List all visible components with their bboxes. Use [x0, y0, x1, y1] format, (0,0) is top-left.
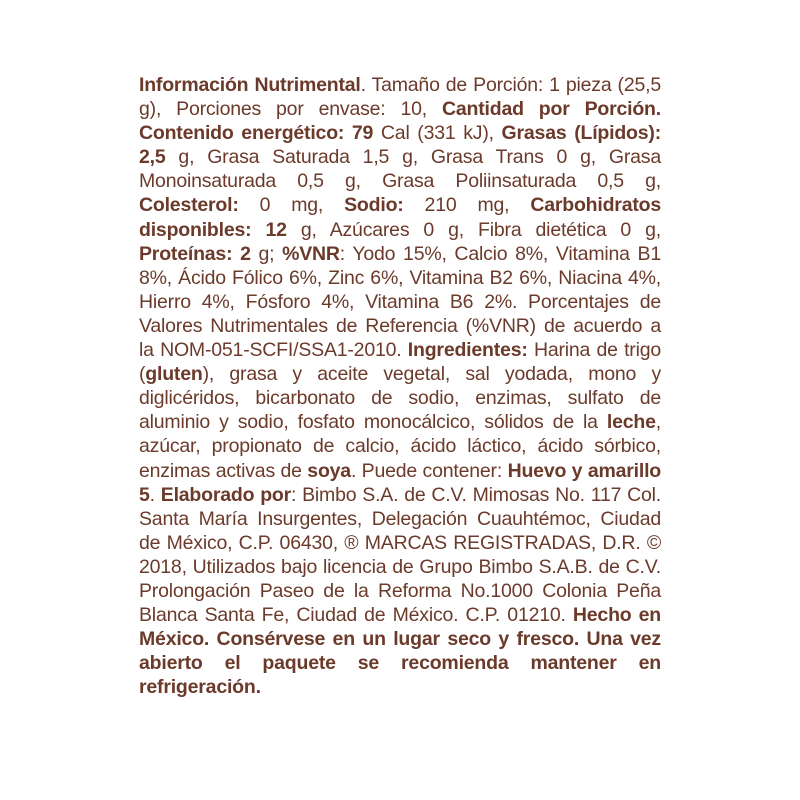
label-bold-segment: gluten — [145, 363, 203, 386]
label-bold-segment: Elaborado por — [160, 483, 292, 506]
label-bold-segment: Proteínas: 2 — [139, 242, 251, 265]
label-text-segment: , azúcar, propionato de calcio, ácido láctico, ácido sórbico, enzimas activas de — [139, 411, 661, 482]
label-bold-segment: Hecho en México. Consérvese en un lugar seco y fresco. Una vez abierto el paquete se recomienda mantener en refrigeración. — [139, 604, 662, 699]
label-bold-segment: Grasas (Lípidos): 2,5 — [139, 122, 661, 169]
label-bold-segment: soya — [307, 459, 351, 482]
label-bold-segment: Cantidad por Porción. Contenido energético: 79 — [139, 98, 661, 145]
label-bold-segment: Ingredientes: — [407, 339, 528, 362]
label-bold-segment: Huevo y amarillo 5 — [139, 459, 662, 506]
label-text-segment: Cal (331 kJ), — [373, 122, 502, 145]
label-text-segment: ), grasa y aceite vegetal, sal yodada, mono y diglicéridos, bicarbonato de sodio, enzimas, sulfato de aluminio y sodio, fosfato monocálcico, sólidos de la — [139, 363, 661, 434]
label-text-segment: g; — [250, 242, 283, 265]
label-text-segment: . — [149, 483, 161, 506]
label-text-segment: g, Grasa Saturada 1,5 g, Grasa Trans 0 g, Grasa Monoinsaturada 0,5 g, Grasa Poliinsaturada 0,5 g, — [139, 146, 661, 193]
label-bold-segment: %VNR — [282, 242, 340, 265]
label-bold-segment: Sodio: — [344, 194, 404, 217]
label-text-segment: g, Azúcares 0 g, Fibra dietética 0 g, — [286, 218, 661, 241]
label-text-segment: 210 mg, — [403, 194, 531, 217]
label-text-segment: : Bimbo S.A. de C.V. Mimosas No. 117 Col. Santa María Insurgentes, Delegación Cuauhtémoc, Ciudad de México, C.P. 06430, ® MARCAS REGISTRADAS, D.R. © 2018, Utilizados bajo licencia de Grupo Bimbo S.A.B. de C.V. Prolongación Paseo de la Reforma No.1000 Colonia Peña Blanca Santa Fe, Ciudad de México. C.P. 01210. — [139, 483, 662, 627]
label-text-segment: : Yodo 15%, Calcio 8%, Vitamina B1 8%, Ácido Fólico 6%, Zinc 6%, Vitamina B2 6%, Niacina 4%, Hierro 4%, Fósforo 4%, Vitamina B6 2%. Porcentajes de Valores Nutrimentales de Referencia (%VNR) de acuerdo a la NOM-051-SCFI/SSA1-2010. — [139, 242, 661, 362]
label-text-segment: Harina de trigo ( — [139, 339, 662, 386]
label-bold-segment: leche — [606, 411, 656, 434]
label-bold-segment: Colesterol: — [139, 194, 239, 217]
label-bold-segment: Carbohidratos disponibles: 12 — [139, 194, 661, 241]
nutrition-label-text — [139, 73, 661, 699]
label-text-segment: . Tamaño de Porción: 1 pieza (25,5 g), Porciones por envase: 10, — [139, 74, 661, 121]
label-text-segment: . Puede contener: — [350, 459, 508, 482]
label-text-segment: 0 mg, — [238, 194, 345, 217]
label-bold-segment: Información Nutrimental — [139, 74, 361, 96]
